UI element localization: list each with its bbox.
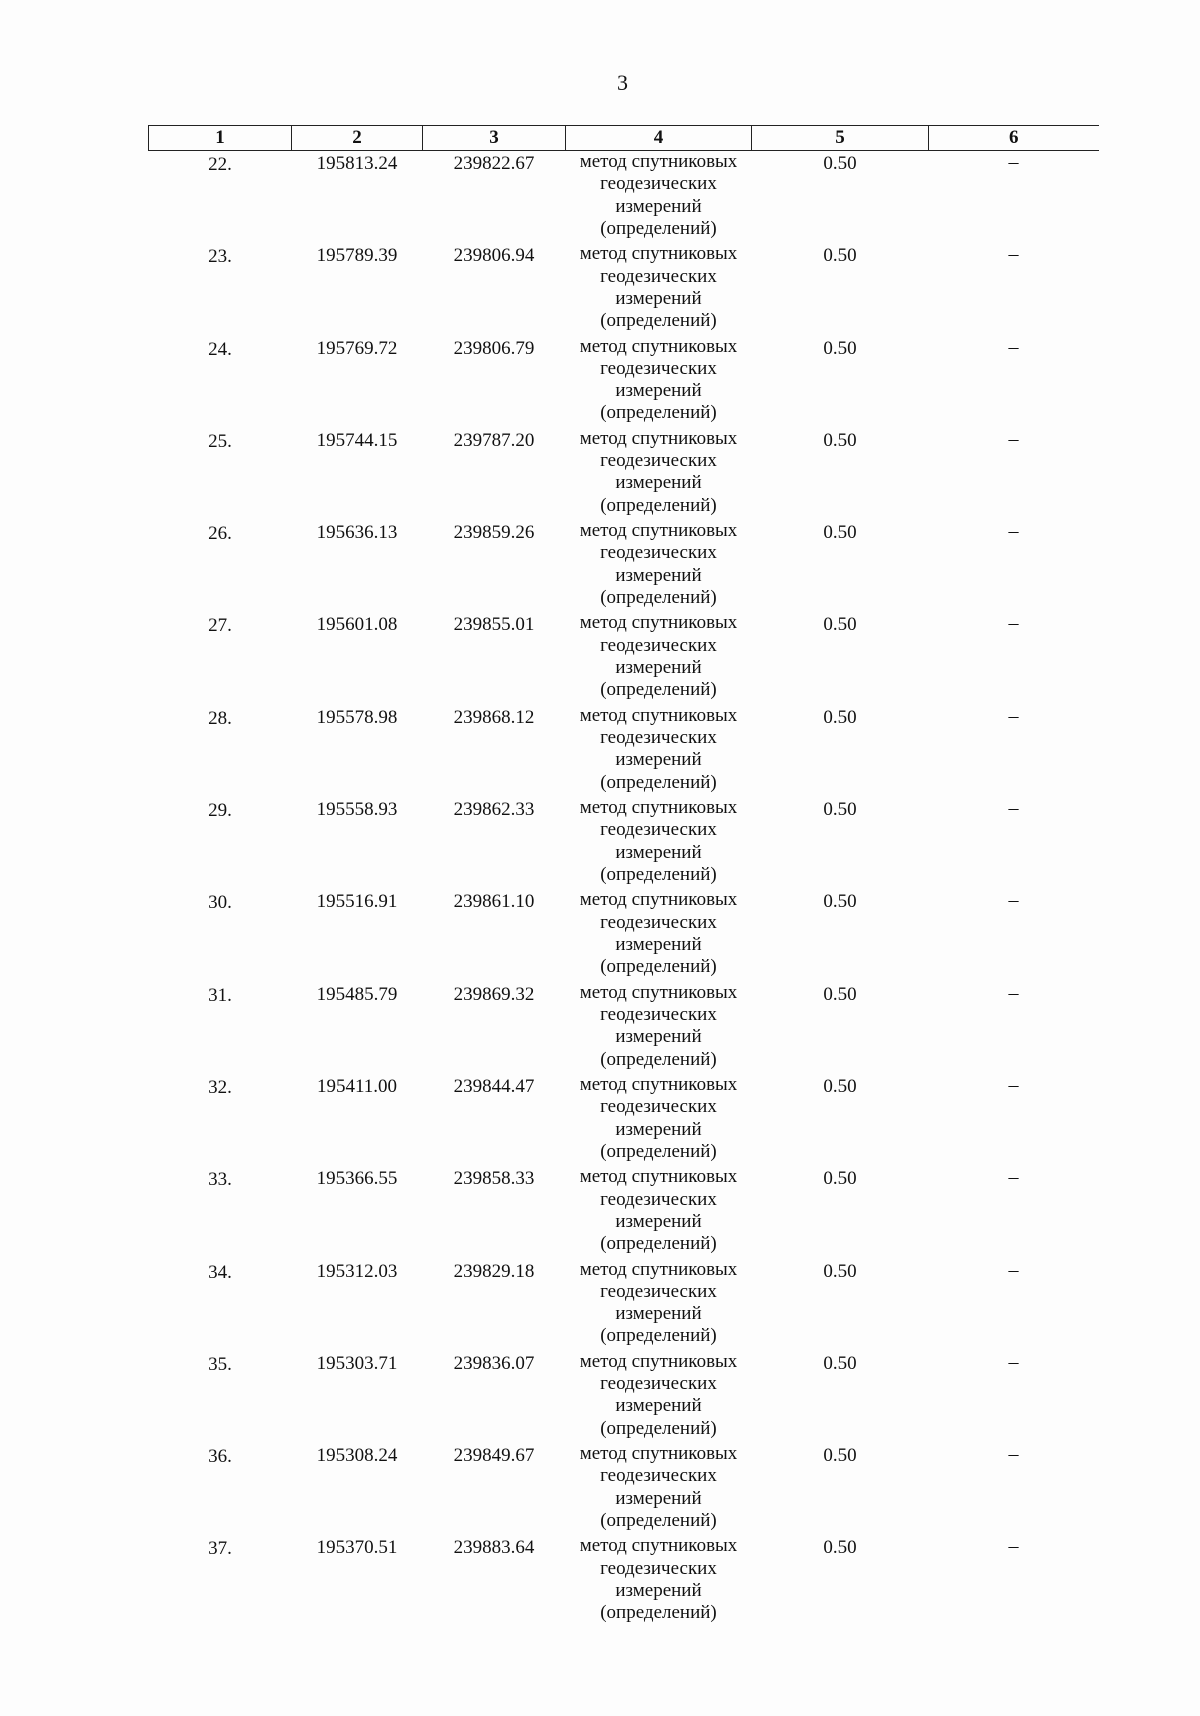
table-row: [149, 982, 1099, 1074]
note-cell: [929, 705, 1099, 797]
table-row: [149, 151, 1099, 244]
method-text-line: измерений: [615, 749, 702, 771]
point-number-cell: 30.: [208, 892, 232, 914]
x-coordinate-cell: 195813.24: [316, 153, 398, 174]
table-row: [149, 1351, 1099, 1443]
note-cell: [929, 520, 1099, 612]
y-coordinate-cell: 239822.67: [453, 153, 535, 174]
accuracy-cell: 0.50: [823, 891, 857, 913]
note-cell: [929, 243, 1099, 335]
point-number-cell: 28.: [208, 707, 232, 729]
method-text-line: метод спутниковых: [579, 520, 738, 542]
note-cell: [929, 612, 1099, 704]
coordinates-table-wrapper: [148, 125, 1098, 1628]
method-text-line: (определений): [600, 1417, 717, 1439]
x-coordinate-cell: 195312.03: [316, 1260, 398, 1282]
y-coordinate-cell: 239836.07: [453, 1352, 535, 1374]
y-coordinate-cell: 239862.33: [453, 799, 535, 821]
accuracy-cell: 0.50: [823, 1537, 857, 1559]
table-row: [149, 889, 1099, 981]
method-text-line: метод спутниковых: [579, 1350, 738, 1372]
method-text-line: (определений): [600, 1325, 717, 1347]
x-coordinate-cell: 195578.98: [316, 706, 398, 728]
note-cell: [929, 1351, 1099, 1443]
method-text-line: измерений: [615, 564, 702, 586]
method-text-line: геодезических: [600, 1557, 717, 1579]
y-coordinate-cell: 239858.33: [453, 1168, 535, 1190]
method-text-line: измерений: [615, 195, 702, 217]
method-text-line: геодезических: [600, 727, 717, 749]
note-cell: [929, 336, 1099, 428]
y-coordinate-cell: 239883.64: [453, 1537, 535, 1559]
method-text-line: метод спутниковых: [579, 889, 738, 911]
table-row: [149, 520, 1099, 612]
method-cell: [566, 1535, 752, 1627]
method-cell: [566, 982, 752, 1074]
point-number-cell: 35.: [208, 1353, 232, 1375]
method-text-line: метод спутниковых: [579, 151, 738, 172]
method-text-line: метод спутниковых: [579, 335, 738, 357]
table-body: [149, 151, 1099, 1628]
dash-text: –: [1008, 427, 1019, 450]
method-text-line: (определений): [600, 679, 717, 701]
dash-text: –: [1008, 1350, 1019, 1373]
coordinates-table: [148, 125, 1099, 1628]
note-cell: [929, 428, 1099, 520]
point-number-cell: 37.: [208, 1538, 232, 1560]
dash-text: –: [1008, 612, 1019, 635]
y-coordinate-cell: 239844.47: [453, 1075, 535, 1097]
x-coordinate-cell: 195308.24: [316, 1445, 398, 1467]
method-text-line: (определений): [600, 1233, 717, 1255]
method-text-line: метод спутниковых: [579, 612, 738, 634]
note-cell: [929, 889, 1099, 981]
method-text-line: метод спутниковых: [579, 1166, 738, 1188]
y-coordinate-cell: 239829.18: [453, 1260, 535, 1282]
method-text-line: измерений: [615, 933, 702, 955]
note-cell: [929, 151, 1099, 244]
accuracy-cell: 0.50: [823, 799, 857, 821]
dash-text: –: [1008, 520, 1019, 543]
column-header-5: 5: [752, 126, 929, 151]
y-coordinate-cell: 239806.94: [453, 245, 535, 267]
column-header-6: 6: [929, 126, 1099, 151]
method-text-line: (определений): [600, 771, 717, 793]
method-cell: [566, 428, 752, 520]
method-text-line: геодезических: [600, 1188, 717, 1210]
method-text-line: метод спутниковых: [579, 1073, 738, 1095]
x-coordinate-cell: 195411.00: [316, 1075, 398, 1097]
point-number-cell: 27.: [208, 615, 232, 637]
x-coordinate-cell: 195366.55: [316, 1168, 398, 1190]
point-number-cell: 31.: [208, 984, 232, 1006]
method-cell: [566, 336, 752, 428]
y-coordinate-cell: 239849.67: [453, 1445, 535, 1467]
point-number-cell: 34.: [208, 1261, 232, 1283]
method-text-line: геодезических: [600, 1465, 717, 1487]
method-text-line: геодезических: [600, 634, 717, 656]
y-coordinate-cell: 239861.10: [453, 891, 535, 913]
y-coordinate-cell: 239806.79: [453, 337, 535, 359]
accuracy-cell: 0.50: [823, 1260, 857, 1282]
accuracy-cell: 0.50: [823, 1168, 857, 1190]
method-text-line: геодезических: [600, 542, 717, 564]
table-row: [149, 1166, 1099, 1258]
method-text-line: метод спутниковых: [579, 981, 738, 1003]
accuracy-cell: 0.50: [823, 1445, 857, 1467]
method-text-line: (определений): [600, 863, 717, 885]
table-header: [149, 126, 1099, 151]
x-coordinate-cell: 195636.13: [316, 522, 398, 544]
accuracy-cell: 0.50: [823, 153, 857, 174]
method-text-line: геодезических: [600, 1096, 717, 1118]
dash-text: –: [1008, 1166, 1019, 1189]
method-text-line: (определений): [600, 1140, 717, 1162]
point-number-cell: 24.: [208, 338, 232, 360]
method-text-line: геодезических: [600, 1280, 717, 1302]
accuracy-cell: 0.50: [823, 706, 857, 728]
page-number: 3: [617, 70, 628, 95]
dash-text: –: [1008, 1535, 1019, 1558]
method-text-line: метод спутниковых: [579, 1443, 738, 1465]
y-coordinate-cell: 239868.12: [453, 706, 535, 728]
dash-text: –: [1008, 151, 1019, 173]
note-cell: [929, 1259, 1099, 1351]
method-text-line: измерений: [615, 1303, 702, 1325]
table-row: [149, 336, 1099, 428]
note-cell: [929, 982, 1099, 1074]
dash-text: –: [1008, 889, 1019, 912]
accuracy-cell: 0.50: [823, 429, 857, 451]
method-cell: [566, 1351, 752, 1443]
point-number-cell: 26.: [208, 523, 232, 545]
accuracy-cell: 0.50: [823, 1075, 857, 1097]
method-text-line: метод спутниковых: [579, 243, 738, 265]
method-text-line: (определений): [600, 402, 717, 424]
method-text-line: измерений: [615, 1026, 702, 1048]
method-cell: [566, 243, 752, 335]
method-text-line: геодезических: [600, 911, 717, 933]
method-text-line: измерений: [615, 472, 702, 494]
point-number-cell: 29.: [208, 800, 232, 822]
method-cell: [566, 1166, 752, 1258]
point-number-cell: 23.: [208, 246, 232, 268]
method-text-line: (определений): [600, 217, 717, 239]
x-coordinate-cell: 195558.93: [316, 799, 398, 821]
note-cell: [929, 1166, 1099, 1258]
table-row: [149, 1535, 1099, 1627]
note-cell: [929, 1074, 1099, 1166]
method-cell: [566, 1443, 752, 1535]
table-row: [149, 1443, 1099, 1535]
method-text-line: геодезических: [600, 819, 717, 841]
x-coordinate-cell: 195789.39: [316, 245, 398, 267]
point-number-cell: 22.: [208, 154, 232, 175]
method-text-line: измерений: [615, 1210, 702, 1232]
table-row: [149, 705, 1099, 797]
x-coordinate-cell: 195744.15: [316, 429, 398, 451]
table-row: [149, 1259, 1099, 1351]
method-text-line: метод спутниковых: [579, 1258, 738, 1280]
method-text-line: метод спутниковых: [579, 427, 738, 449]
column-header-1: 1: [149, 126, 292, 151]
method-text-line: измерений: [615, 841, 702, 863]
x-coordinate-cell: 195769.72: [316, 337, 398, 359]
method-text-line: (определений): [600, 587, 717, 609]
column-header-3: 3: [423, 126, 566, 151]
method-text-line: измерений: [615, 287, 702, 309]
dash-text: –: [1008, 1073, 1019, 1096]
x-coordinate-cell: 195516.91: [316, 891, 398, 913]
header-row: [149, 126, 1099, 151]
dash-text: –: [1008, 704, 1019, 727]
note-cell: [929, 797, 1099, 889]
x-coordinate-cell: 195485.79: [316, 983, 398, 1005]
accuracy-cell: 0.50: [823, 245, 857, 267]
method-text-line: измерений: [615, 380, 702, 402]
method-text-line: геодезических: [600, 173, 717, 195]
method-text-line: измерений: [615, 1395, 702, 1417]
method-text-line: измерений: [615, 1487, 702, 1509]
method-text-line: метод спутниковых: [579, 704, 738, 726]
note-cell: [929, 1443, 1099, 1535]
method-text-line: геодезических: [600, 265, 717, 287]
method-text-line: геодезических: [600, 1003, 717, 1025]
method-text-line: метод спутниковых: [579, 797, 738, 819]
method-text-line: измерений: [615, 1580, 702, 1602]
method-text-line: метод спутниковых: [579, 1535, 738, 1557]
method-cell: [566, 705, 752, 797]
accuracy-cell: 0.50: [823, 522, 857, 544]
y-coordinate-cell: 239869.32: [453, 983, 535, 1005]
point-number-cell: 32.: [208, 1076, 232, 1098]
x-coordinate-cell: 195601.08: [316, 614, 398, 636]
point-number-cell: 25.: [208, 430, 232, 452]
table-row: [149, 797, 1099, 889]
x-coordinate-cell: 195370.51: [316, 1537, 398, 1559]
note-cell: [929, 1535, 1099, 1627]
column-header-2: 2: [292, 126, 423, 151]
method-cell: [566, 520, 752, 612]
method-cell: [566, 889, 752, 981]
method-text-line: измерений: [615, 657, 702, 679]
accuracy-cell: 0.50: [823, 983, 857, 1005]
method-text-line: геодезических: [600, 1373, 717, 1395]
method-cell: [566, 797, 752, 889]
table-row: [149, 243, 1099, 335]
method-cell: [566, 1259, 752, 1351]
column-header-4: 4: [566, 126, 752, 151]
table-row: [149, 428, 1099, 520]
method-text-line: измерений: [615, 1118, 702, 1140]
method-cell: [566, 612, 752, 704]
method-text-line: (определений): [600, 494, 717, 516]
dash-text: –: [1008, 243, 1019, 266]
dash-text: –: [1008, 335, 1019, 358]
dash-text: –: [1008, 1443, 1019, 1466]
dash-text: –: [1008, 981, 1019, 1004]
point-number-cell: 33.: [208, 1169, 232, 1191]
method-text-line: геодезических: [600, 357, 717, 379]
y-coordinate-cell: 239855.01: [453, 614, 535, 636]
table-row: [149, 1074, 1099, 1166]
method-text-line: (определений): [600, 310, 717, 332]
method-text-line: геодезических: [600, 450, 717, 472]
method-text-line: (определений): [600, 1510, 717, 1532]
accuracy-cell: 0.50: [823, 614, 857, 636]
x-coordinate-cell: 195303.71: [316, 1352, 398, 1374]
method-text-line: (определений): [600, 1602, 717, 1624]
table-row: [149, 612, 1099, 704]
y-coordinate-cell: 239859.26: [453, 522, 535, 544]
method-text-line: (определений): [600, 1048, 717, 1070]
accuracy-cell: 0.50: [823, 1352, 857, 1374]
method-cell: [566, 151, 752, 244]
dash-text: –: [1008, 797, 1019, 820]
accuracy-cell: 0.50: [823, 337, 857, 359]
dash-text: –: [1008, 1258, 1019, 1281]
method-text-line: (определений): [600, 956, 717, 978]
method-cell: [566, 1074, 752, 1166]
y-coordinate-cell: 239787.20: [453, 429, 535, 451]
point-number-cell: 36.: [208, 1446, 232, 1468]
